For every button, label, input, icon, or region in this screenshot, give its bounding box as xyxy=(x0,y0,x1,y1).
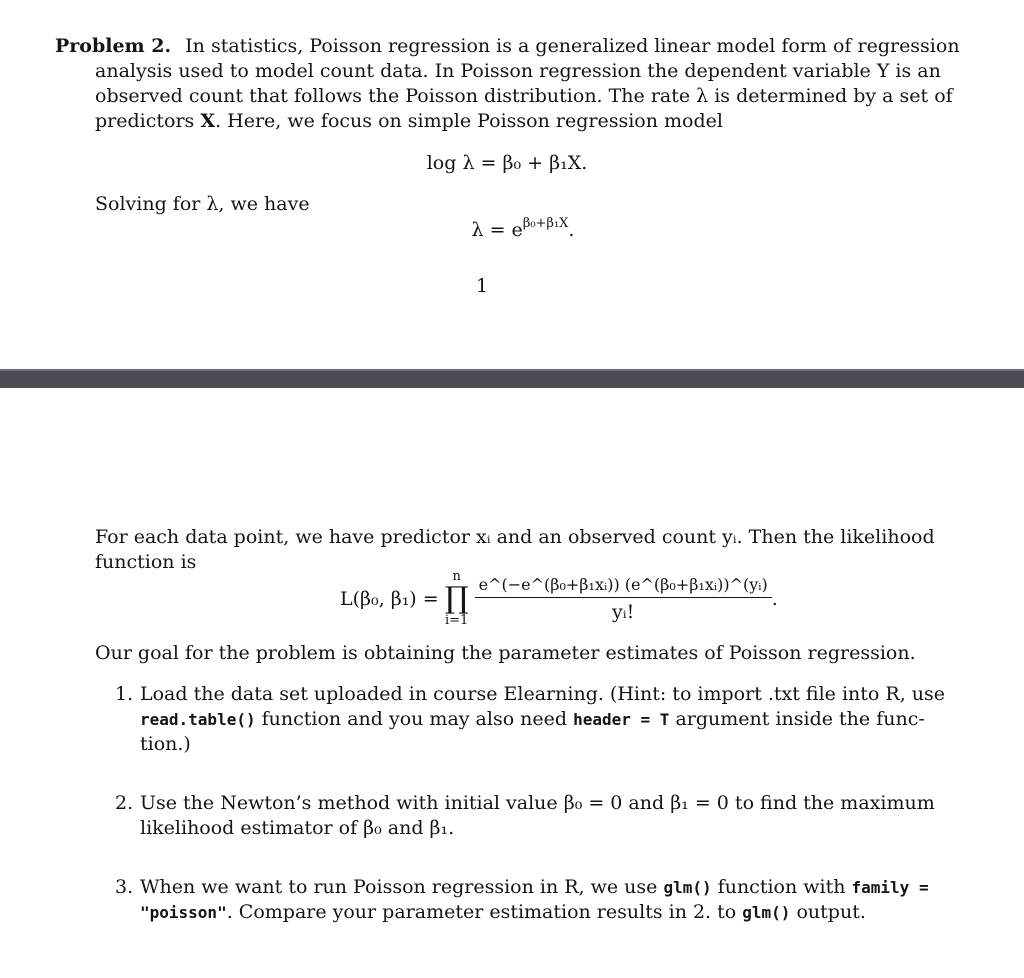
product-upper: n xyxy=(452,569,461,584)
problem-heading: Problem 2. xyxy=(55,35,172,57)
item1-line3: tion.) xyxy=(140,733,191,755)
product-lower: i=1 xyxy=(444,613,469,628)
eq2-end: . xyxy=(568,219,575,241)
item3-line2 xyxy=(140,900,866,925)
item3-text-d: output. xyxy=(790,901,866,923)
likelihood-numerator: e^(−e^(β₀+β₁xᵢ)) (e^(β₀+β₁xᵢ))^(yᵢ) xyxy=(475,575,772,598)
code-glm-2: glm() xyxy=(742,903,791,922)
datapoint-line2: function is xyxy=(95,551,197,573)
datapoint-line1: For each data point, we have predictor xᵢ and an observed count yᵢ. Then the likelihood xyxy=(95,526,935,548)
item3-text-c: . Compare your parameter estimation results in 2. to xyxy=(226,901,743,923)
item1-number: 1. xyxy=(115,683,134,705)
item2-number: 2. xyxy=(115,792,134,814)
code-family-arg: family = xyxy=(851,878,929,897)
likelihood-fraction xyxy=(475,575,772,623)
product-symbol: ∏ xyxy=(444,581,469,616)
predictors-symbol: X xyxy=(200,110,216,132)
goal-text: Our goal for the problem is obtaining the parameter estimates of Poisson regression. xyxy=(95,642,916,664)
item2-line1: Use the Newton’s method with initial value β₀ = 0 and β₁ = 0 to find the maximum xyxy=(140,792,935,814)
intro-text-4a: predictors xyxy=(95,110,201,132)
intro-text-4b: . Here, we focus on simple Poisson regression model xyxy=(215,110,723,132)
item3-text-b: function with xyxy=(711,876,852,898)
page-divider xyxy=(0,369,1024,388)
item2-line2: likelihood estimator of β₀ and β₁. xyxy=(140,817,455,839)
likelihood-end: . xyxy=(771,588,778,610)
solving-text: Solving for λ, we have xyxy=(95,193,310,215)
problem-intro-line1 xyxy=(55,34,960,59)
page-number: 1 xyxy=(476,275,489,297)
item3-text-a: When we want to run Poisson regression in R, we use xyxy=(140,876,664,898)
product-operator xyxy=(445,570,469,628)
likelihood-lhs: L(β₀, β₁) = xyxy=(340,588,439,610)
likelihood-denominator: yᵢ! xyxy=(612,601,635,623)
intro-text-3: observed count that follows the Poisson distribution. The rate λ is determined by a set of xyxy=(95,85,953,107)
code-poisson-string: "poisson" xyxy=(140,903,227,922)
intro-text-2: analysis used to model count data. In Poisson regression the dependent variable Y is an xyxy=(95,60,941,82)
code-glm-1: glm() xyxy=(663,878,712,897)
item3-line1 xyxy=(140,875,929,900)
eq2-lhs: λ = e xyxy=(471,219,523,241)
likelihood-equation xyxy=(340,566,778,632)
item1-text-c: argument inside the func- xyxy=(669,708,925,730)
equation-log-lambda: log λ = β₀ + β₁X. xyxy=(426,152,588,174)
code-read-table: read.table() xyxy=(140,710,256,729)
intro-text-1: In statistics, Poisson regression is a generalized linear model form of regression xyxy=(185,35,960,57)
item1-text-b: function and you may also need xyxy=(255,708,574,730)
intro-text-4 xyxy=(95,109,723,134)
item3-number: 3. xyxy=(115,876,134,898)
equation-lambda xyxy=(0,215,1024,243)
item1-line1: Load the data set uploaded in course Elearning. (Hint: to import .txt file into R, use xyxy=(140,683,946,705)
eq2-exponent: β₀+β₁X xyxy=(522,215,569,231)
code-header-arg: header = T xyxy=(573,710,670,729)
item1-line2 xyxy=(140,707,925,732)
